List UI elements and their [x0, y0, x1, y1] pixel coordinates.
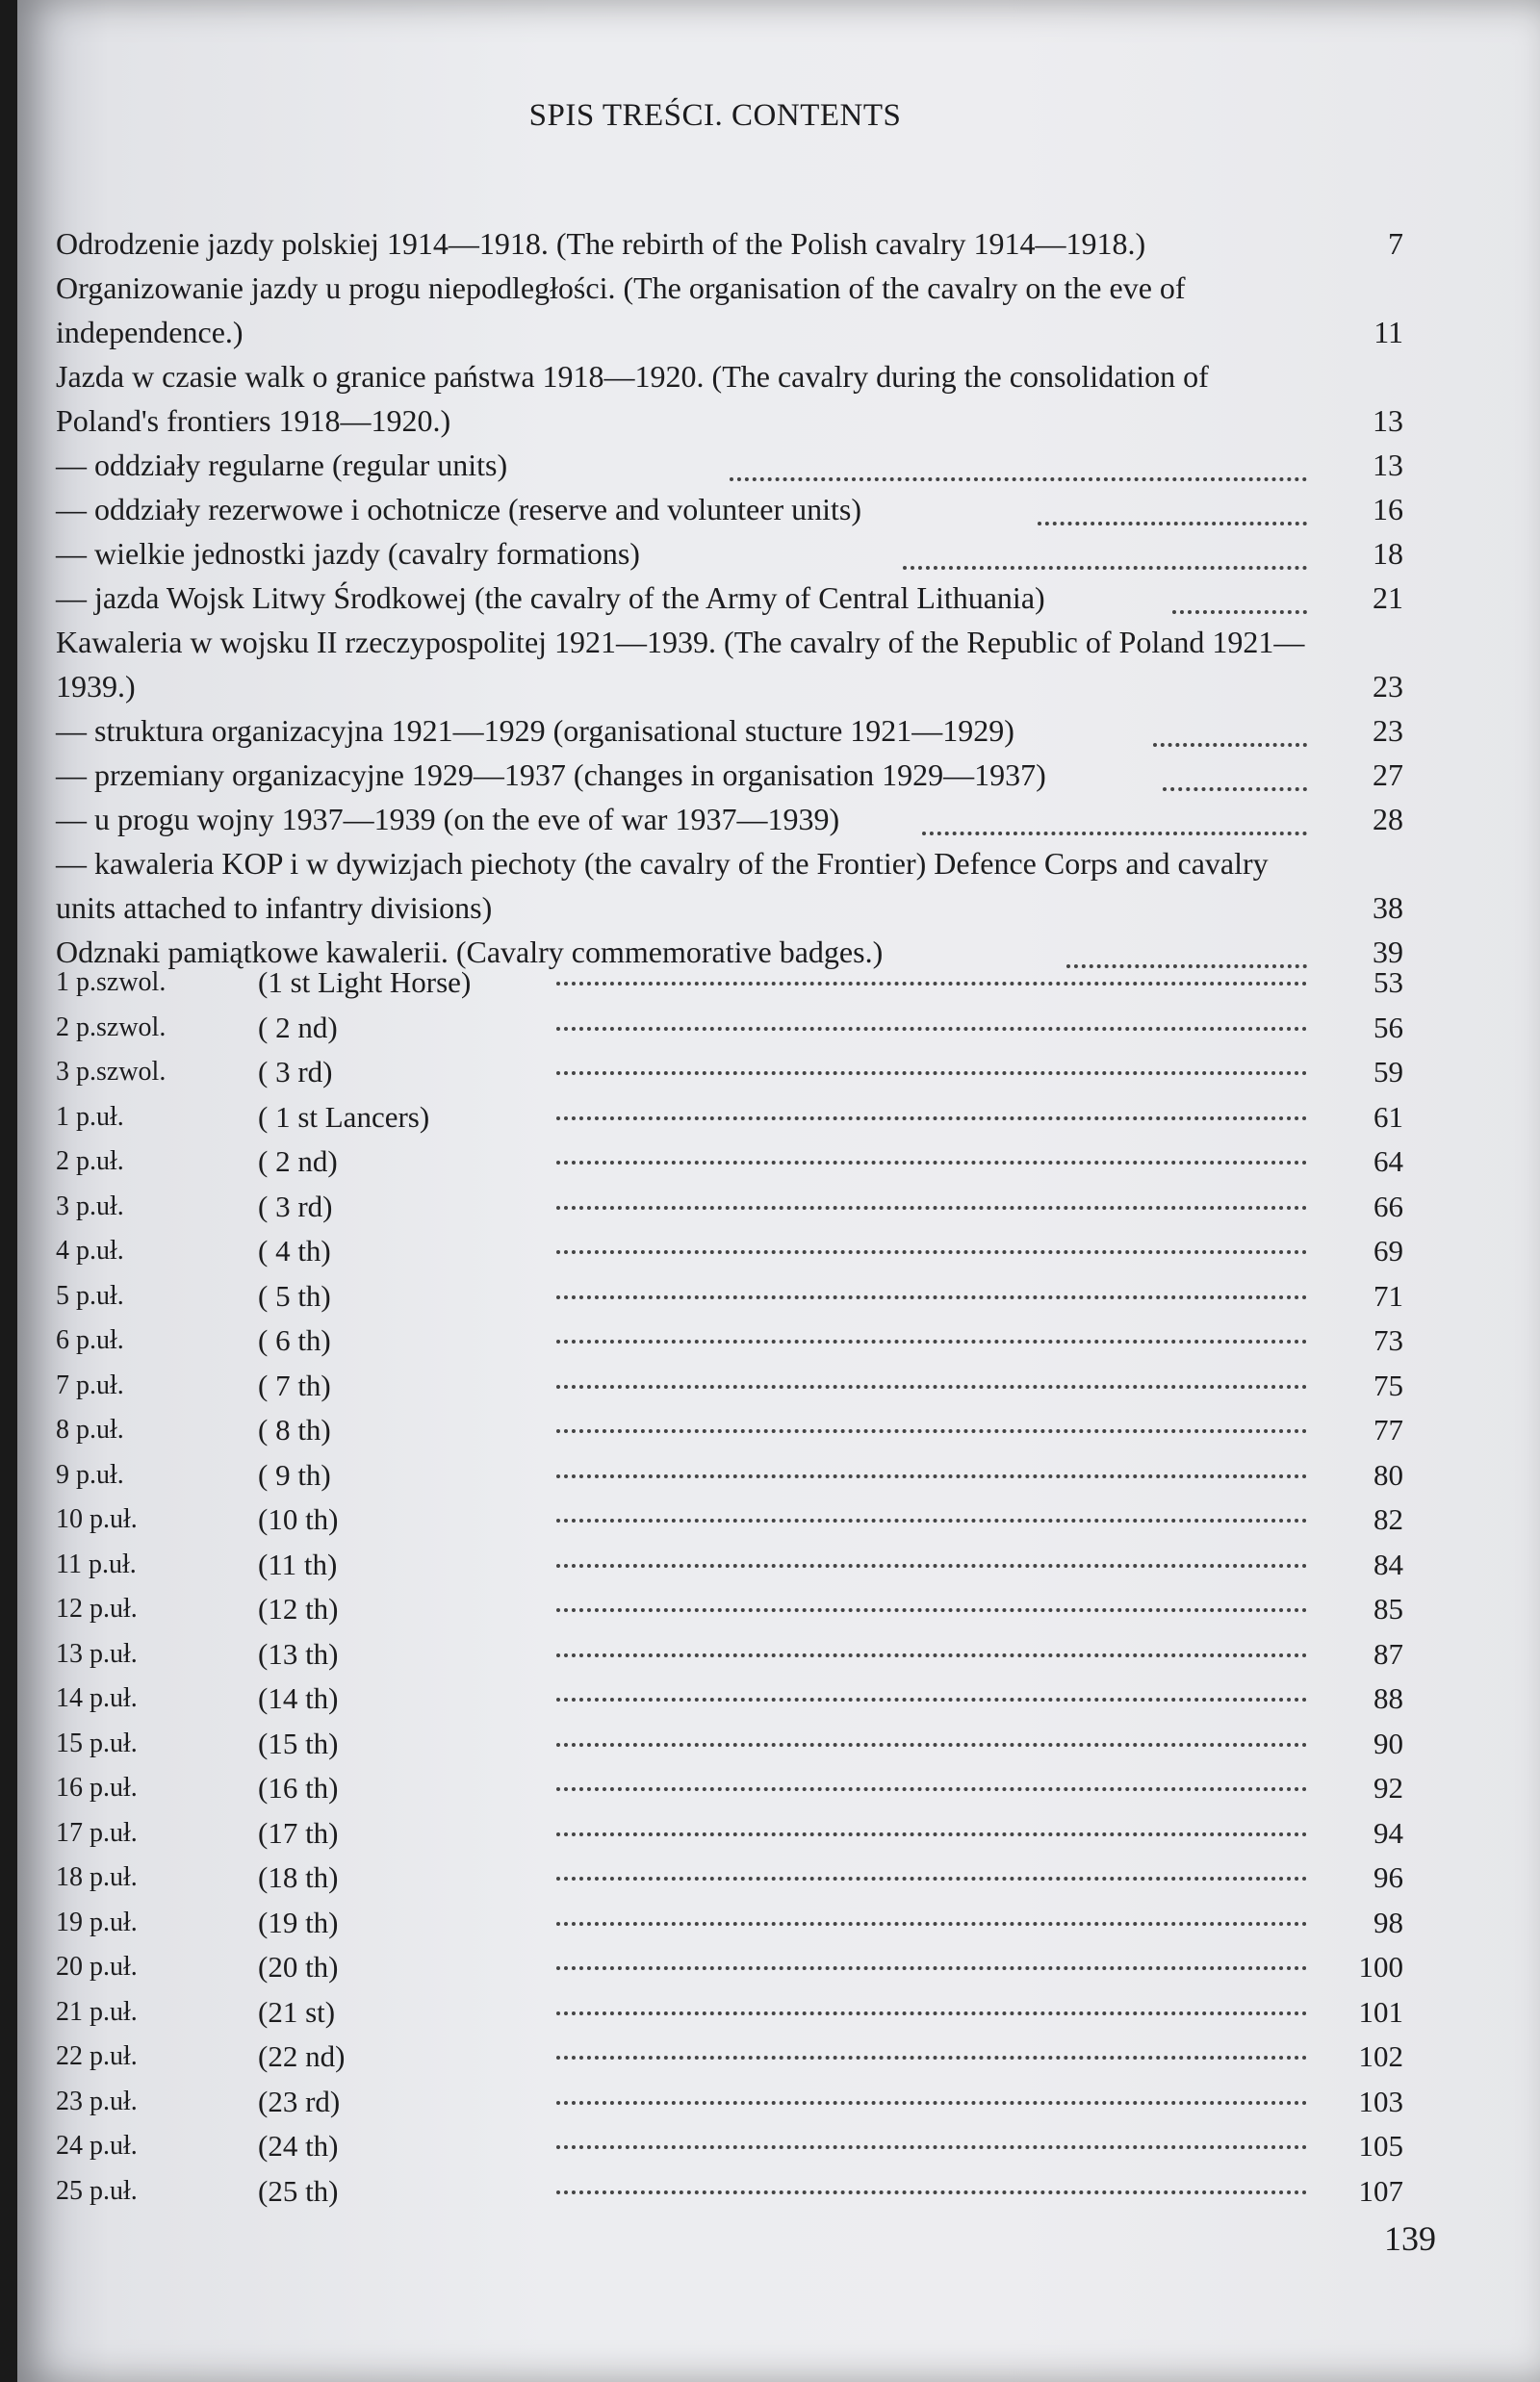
regiment-name: ( 6 th) [258, 1323, 331, 1357]
regiment-abbr: 1 p.szwol. [56, 967, 167, 997]
regiment-abbr: 15 p.uł. [56, 1728, 138, 1758]
regiment-page: 100 [1358, 1950, 1403, 1984]
toc-entry-text: — oddziały rezerwowe i ochotnicze (reserve and volunteer units) [56, 492, 861, 526]
regiment-row [56, 1408, 1403, 1452]
regiment-abbr: 11 p.uł. [56, 1549, 137, 1579]
regiment-abbr: 18 p.uł. [56, 1862, 138, 1892]
regiment-page: 90 [1373, 1726, 1403, 1760]
regiment-row [56, 2035, 1403, 2079]
regiment-page: 61 [1373, 1099, 1403, 1134]
toc-entry-page: 21 [1373, 580, 1403, 615]
toc-entry [56, 753, 1403, 797]
regiment-row [56, 1364, 1403, 1408]
dot-leader [556, 2190, 1307, 2194]
regiment-abbr: 16 p.uł. [56, 1773, 138, 1803]
regiment-name: (24 th) [258, 2129, 339, 2163]
regiment-page: 96 [1373, 1860, 1403, 1894]
toc-entry-text: Odrodzenie jazdy polskiej 1914—1918. (The rebirth of the Polish cavalry 1914—1918.) [56, 226, 1146, 261]
regiment-abbr: 1 p.uł. [56, 1101, 124, 1132]
dot-leader [556, 1071, 1307, 1075]
regiment-name: ( 2 nd) [258, 1010, 338, 1044]
regiment-name: (1 st Light Horse) [258, 965, 472, 999]
regiment-abbr: 14 p.uł. [56, 1683, 138, 1713]
regiment-page: 85 [1373, 1592, 1403, 1626]
regiment-page: 94 [1373, 1815, 1403, 1850]
regiment-row [56, 2169, 1403, 2214]
toc-entry-text: — jazda Wojsk Litwy Środkowej (the cavalry of the Army of Central Lithuania) [56, 580, 1045, 615]
toc-entry-text: Organizowanie jazdy u progu niepodległości. (The organisation of the cavalry on the eve of independence.) [56, 270, 1186, 349]
dot-leader [1153, 724, 1307, 747]
regiment-page: 73 [1373, 1323, 1403, 1357]
regiment-row [56, 1722, 1403, 1766]
dot-leader [556, 1161, 1307, 1165]
toc-entry-page: 11 [1373, 315, 1403, 349]
toc-entry-page: 38 [1373, 890, 1403, 925]
regiment-page: 71 [1373, 1278, 1403, 1313]
regiment-name: (10 th) [258, 1502, 339, 1536]
regiment-row [56, 1453, 1403, 1498]
dot-leader [556, 1474, 1307, 1478]
regiment-name: (21 st) [258, 1994, 336, 2029]
dot-leader [556, 1787, 1307, 1791]
regiment-row [56, 1766, 1403, 1810]
regiment-name: ( 3 rd) [258, 1055, 333, 1089]
regiment-row [56, 1945, 1403, 1989]
regiment-name: (20 th) [258, 1950, 339, 1984]
regiment-row [56, 1140, 1403, 1184]
dot-leader [556, 1653, 1307, 1657]
regiment-row [56, 1990, 1403, 2035]
regiment-abbr: 23 p.uł. [56, 2086, 138, 2116]
toc-entry [56, 266, 1403, 354]
regiment-name: (18 th) [258, 1860, 339, 1894]
regiment-abbr: 9 p.uł. [56, 1459, 124, 1490]
regiment-row [56, 1901, 1403, 1945]
toc-entry-text: Kawaleria w wojsku II rzeczypospolitej 1921—1939. (The cavalry of the Republic of Poland 1921—1939.) [56, 625, 1305, 704]
regiment-name: ( 4 th) [258, 1234, 331, 1268]
toc-main-entries [56, 221, 1403, 974]
toc-entry [56, 841, 1403, 930]
regiment-abbr: 5 p.uł. [56, 1280, 124, 1311]
regiment-abbr: 22 p.uł. [56, 2041, 138, 2071]
toc-entry [56, 576, 1403, 620]
regiment-name: ( 7 th) [258, 1368, 331, 1402]
dot-leader [556, 1295, 1307, 1299]
regiment-page: 88 [1373, 1681, 1403, 1715]
toc-entry-text: — kawaleria KOP i w dywizjach piechoty (the cavalry of the Frontier) Defence Corps and cavalry units attached to infantry divisions) [56, 846, 1269, 925]
dot-leader [556, 1966, 1307, 1970]
toc-entry [56, 487, 1403, 531]
regiment-page: 75 [1373, 1368, 1403, 1402]
dot-leader [556, 2056, 1307, 2060]
regiment-row [56, 1811, 1403, 1856]
regiment-page: 92 [1373, 1771, 1403, 1805]
regiment-page: 56 [1373, 1010, 1403, 1044]
toc-entry-page: 28 [1373, 802, 1403, 836]
regiment-row [56, 1229, 1403, 1273]
regiment-name: (15 th) [258, 1726, 339, 1760]
dot-leader [1172, 591, 1307, 614]
toc-entry-text: — wielkie jednostki jazdy (cavalry formations) [56, 536, 640, 571]
toc-entry-text: Jazda w czasie walk o granice państwa 1918—1920. (The cavalry during the consolidation of Poland's frontiers 1918—1920.) [56, 359, 1209, 438]
toc-entry-text: — u progu wojny 1937—1939 (on the eve of war 1937—1939) [56, 802, 840, 836]
regiment-row [56, 1050, 1403, 1094]
dot-leader [556, 1743, 1307, 1747]
dot-leader [556, 1832, 1307, 1836]
regiment-row [56, 1498, 1403, 1542]
regiment-row [56, 1587, 1403, 1631]
dot-leader [556, 1519, 1307, 1523]
regiment-abbr: 3 p.uł. [56, 1191, 124, 1221]
regiment-page: 107 [1358, 2173, 1403, 2208]
regiment-name: ( 9 th) [258, 1457, 331, 1492]
regiment-name: ( 8 th) [258, 1413, 331, 1447]
regiment-page: 98 [1373, 1905, 1403, 1939]
regiment-name: (12 th) [258, 1592, 339, 1626]
regiment-row [56, 1856, 1403, 1900]
dot-leader [556, 2101, 1307, 2105]
regiment-abbr: 6 p.uł. [56, 1325, 124, 1355]
regiment-abbr: 13 p.uł. [56, 1638, 138, 1669]
regiment-row [56, 1543, 1403, 1587]
toc-entry-text: — przemiany organizacyjne 1929—1937 (changes in organisation 1929—1937) [56, 757, 1046, 792]
regiment-abbr: 2 p.uł. [56, 1146, 124, 1176]
regiment-page: 87 [1373, 1636, 1403, 1671]
book-page [17, 0, 1540, 2382]
regiment-page: 69 [1373, 1234, 1403, 1268]
regiment-name: (22 nd) [258, 2039, 346, 2073]
regiment-abbr: 25 p.uł. [56, 2175, 138, 2206]
dot-leader [556, 1608, 1307, 1612]
regiment-name: ( 5 th) [258, 1278, 331, 1313]
dot-leader [903, 547, 1307, 570]
toc-entry-page: 7 [1388, 226, 1403, 261]
dot-leader [556, 2145, 1307, 2149]
dot-leader [556, 1385, 1307, 1389]
regiment-abbr: 17 p.uł. [56, 1817, 138, 1848]
toc-entry [56, 708, 1403, 753]
regiment-name: (23 rd) [258, 2084, 341, 2118]
toc-entry-page: 16 [1373, 492, 1403, 526]
regiment-row [56, 1677, 1403, 1721]
toc-entry-page: 23 [1373, 713, 1403, 748]
regiment-name: (14 th) [258, 1681, 339, 1715]
regiment-abbr: 20 p.uł. [56, 1952, 138, 1982]
page-number: 139 [1384, 2219, 1436, 2258]
regiment-row [56, 2080, 1403, 2124]
toc-entry-text: — struktura organizacyjna 1921—1929 (organisational stucture 1921—1929) [56, 713, 1014, 748]
dot-leader [556, 1877, 1307, 1881]
toc-entry [56, 797, 1403, 841]
regiment-page: 80 [1373, 1457, 1403, 1492]
regiment-row [56, 1319, 1403, 1363]
regiment-row [56, 1632, 1403, 1677]
regiment-page: 102 [1358, 2039, 1403, 2073]
dot-leader [556, 1564, 1307, 1568]
regiment-page: 105 [1358, 2129, 1403, 2163]
regiment-abbr: 21 p.uł. [56, 1996, 138, 2027]
regiment-row [56, 1006, 1403, 1050]
regiment-page: 103 [1358, 2084, 1403, 2118]
regiment-abbr: 7 p.uł. [56, 1370, 124, 1400]
regiment-name: (16 th) [258, 1771, 339, 1805]
regiment-name: (11 th) [258, 1547, 338, 1581]
regiment-page: 53 [1373, 965, 1403, 999]
toc-entry-page: 39 [1373, 935, 1403, 969]
dot-leader [730, 458, 1307, 481]
regiment-abbr: 19 p.uł. [56, 1907, 138, 1937]
dot-leader [556, 982, 1307, 986]
dot-leader [556, 1027, 1307, 1031]
toc-entry-page: 13 [1373, 448, 1403, 482]
regiment-page: 82 [1373, 1502, 1403, 1536]
regiment-row [56, 960, 1403, 1005]
dot-leader [556, 1116, 1307, 1120]
toc-entry-page: 18 [1373, 536, 1403, 571]
dot-leader [1038, 502, 1307, 525]
toc-entry-page: 27 [1373, 757, 1403, 792]
dot-leader [556, 1429, 1307, 1433]
dot-leader [556, 2011, 1307, 2015]
regiment-row [56, 1095, 1403, 1140]
regiment-name: (13 th) [258, 1636, 339, 1671]
dot-leader [556, 1698, 1307, 1702]
regiment-abbr: 3 p.szwol. [56, 1057, 167, 1087]
dot-leader [1163, 768, 1307, 791]
toc-entry-text: Odznaki pamiątkowe kawalerii. (Cavalry commemorative badges.) [56, 935, 884, 969]
regiment-page: 66 [1373, 1189, 1403, 1223]
toc-entry [56, 620, 1403, 708]
dot-leader [556, 1206, 1307, 1210]
regiment-abbr: 24 p.uł. [56, 2131, 138, 2161]
regiment-name: ( 3 rd) [258, 1189, 333, 1223]
toc-entry [56, 354, 1403, 443]
dot-leader [556, 1922, 1307, 1926]
toc-entry-page: 13 [1373, 403, 1403, 438]
regiment-page: 64 [1373, 1144, 1403, 1178]
toc-entry-page: 23 [1373, 669, 1403, 704]
toc-entry [56, 221, 1403, 266]
regiment-page: 101 [1358, 1994, 1403, 2029]
regiment-name: ( 2 nd) [258, 1144, 338, 1178]
dot-leader [922, 812, 1307, 835]
regiment-name: (25 th) [258, 2173, 339, 2208]
dot-leader [556, 1250, 1307, 1254]
regiment-name: ( 1 st Lancers) [258, 1099, 430, 1134]
regiment-abbr: 8 p.uł. [56, 1415, 124, 1445]
regiment-page: 84 [1373, 1547, 1403, 1581]
regiment-page: 59 [1373, 1055, 1403, 1089]
regiment-page: 77 [1373, 1413, 1403, 1447]
regiment-abbr: 10 p.uł. [56, 1504, 138, 1534]
regiment-name: (19 th) [258, 1905, 339, 1939]
regiment-row [56, 1274, 1403, 1319]
regiment-row [56, 2124, 1403, 2168]
regiment-abbr: 12 p.uł. [56, 1594, 138, 1624]
toc-entry [56, 531, 1403, 576]
regiment-row [56, 1185, 1403, 1229]
regiment-name: (17 th) [258, 1815, 339, 1850]
toc-entry [56, 443, 1403, 487]
regiment-abbr: 4 p.uł. [56, 1236, 124, 1266]
regiment-abbr: 2 p.szwol. [56, 1012, 167, 1042]
toc-entry-text: — oddziały regularne (regular units) [56, 448, 508, 482]
dot-leader [556, 1340, 1307, 1344]
page-title: SPIS TREŚCI. CONTENTS [528, 98, 902, 133]
